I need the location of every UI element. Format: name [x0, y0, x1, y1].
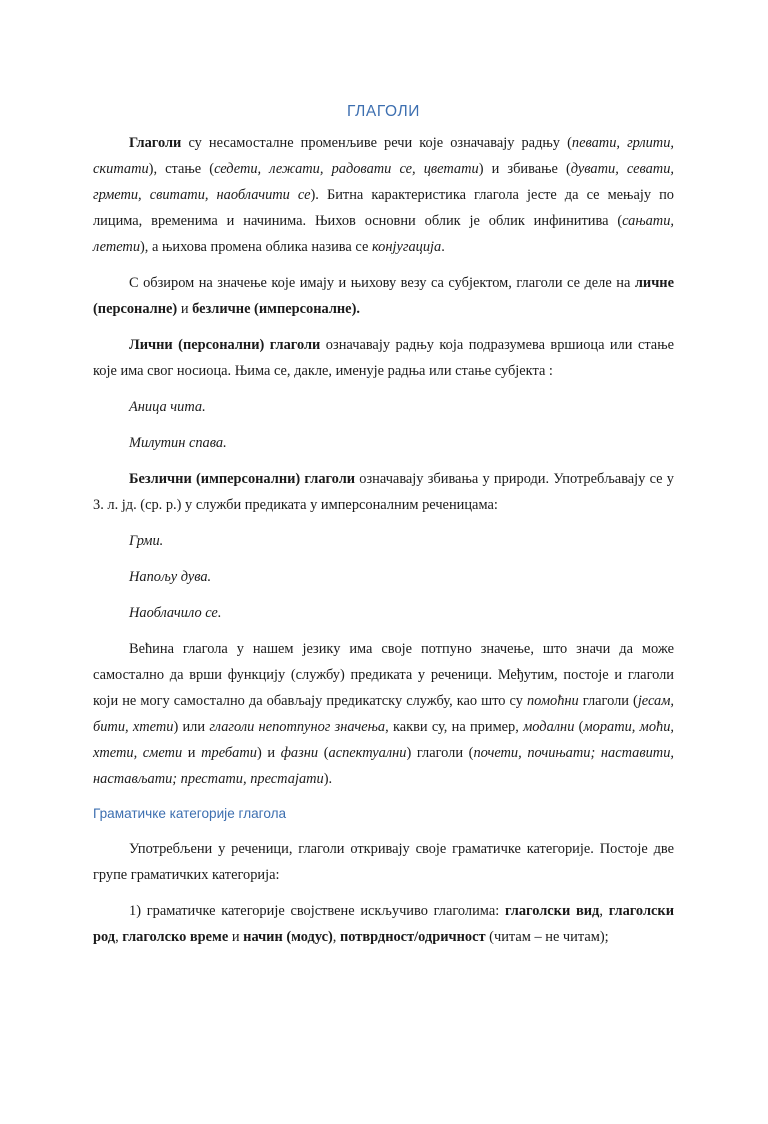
page-title: ГЛАГОЛИ [347, 103, 420, 120]
section-heading: Граматичке категорије глагола [93, 806, 287, 821]
example-sentence: Грми. [129, 533, 164, 549]
example-sentence: Аница чита. [129, 399, 206, 415]
document-page [0, 100, 768, 1124]
auxiliary-verbs-paragraph: Већина глагола у нашем језику има своје потпуно значење, што значи да може самостално да врши функцију (службу) предиката у реченици. Међутим, постоје и глаголи који не могу самостално да обављају предикатску службу, као што су помоћни глаголи (јесам, бити, хтети) или глаголи непотпуног значења, какви су, на пример, модални (морати, моћи, хтети, смети и требати) и фазни (аспектуални) глаголи (почети, почињати; наставити, настављати; престати, престајати). [93, 641, 675, 787]
impersonal-verbs-paragraph: Безлични (имперсонални) глаголи означавају збивања у природи. Употребљавају се у 3. л. јд. (ср. р.) у служби предиката у имперсоналним реченицама: [93, 471, 674, 513]
intro-paragraph: Глаголи су несамосталне променљиве речи које означавају радњу (певати, грлити, скитати), стање (седети, лежати, радовати се, цветати) и збивање (дувати, севати, грмети, свитати, наоблачити се). Битна карактеристика глагола јесте да се мењају по лицима, временима и начинима. Њихов основни облик је облик инфинитива (сањати, летети), а њихова промена облика назива се конјугација. [93, 135, 674, 255]
categories-intro-paragraph: Употребљени у реченици, глаголи откривају своје граматичке категорије. Постоје две групе граматичких категорија: [93, 841, 674, 883]
categories-list-item: 1) граматичке категорије својствене искључиво глаголима: глаголски вид, глаголски род, глаголско време и начин (модус), потврдност/одричност (читам – не читам); [93, 903, 674, 945]
term-verbs: Глаголи [129, 135, 182, 151]
personal-verbs-paragraph: Лични (персонални) глаголи означавају радњу која подразумева вршиоца или стање које има свог носиоца. Њима се, дакле, именује радња или стање субјекта : [93, 337, 674, 379]
example-sentence: Напољу дува. [129, 569, 212, 585]
example-sentence: Наоблачило се. [129, 605, 222, 621]
classification-paragraph: С обзиром на значење које имају и њихову везу са субјектом, глаголи се деле на личне (персоналне) и безличне (имперсоналне). [93, 275, 674, 317]
example-sentence: Милутин спава. [129, 435, 227, 451]
